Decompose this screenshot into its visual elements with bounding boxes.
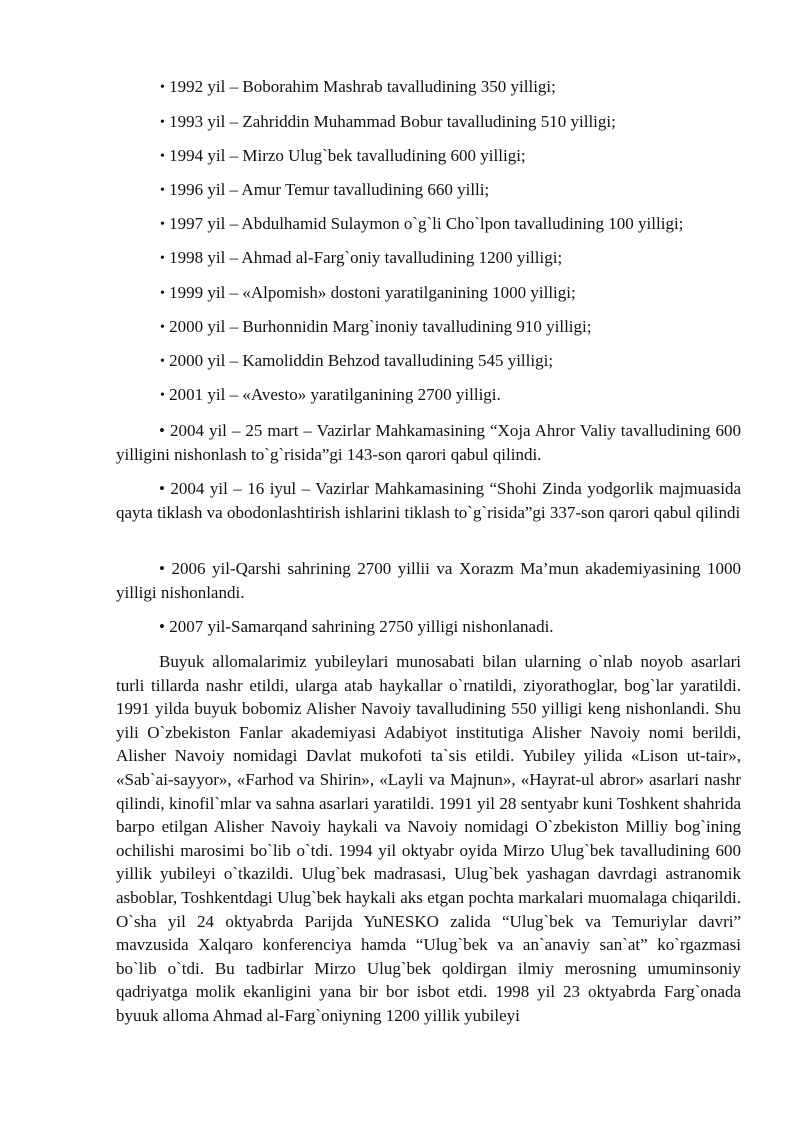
list-item-text: 1992 yil – Boborahim Mashrab tavalludining 350 yilligi; bbox=[169, 77, 556, 96]
body-paragraph bbox=[116, 650, 741, 1028]
list-item-text: 1996 yil – Amur Temur tavalludining 660 yilli; bbox=[169, 180, 490, 199]
list-item-text: 1999 yil – «Alpomish» dostoni yaratilganining 1000 yilligi; bbox=[169, 283, 576, 302]
list-item-text: 2004 yil – 25 mart – Vazirlar Mahkamasining “Xoja Ahror Valiy tavalludining 600 yilligini nishonlash to`g`risida”gi 143-son qarori qabul qilindi. bbox=[116, 421, 741, 464]
list-item-text: 2000 yil – Kamoliddin Behzod tavalludining 545 yilligi; bbox=[169, 351, 554, 370]
list-item bbox=[160, 77, 760, 99]
bullet-icon: • bbox=[160, 251, 165, 266]
list-item-text: 1993 yil – Zahriddin Muhammad Bobur tavalludining 510 yilligi; bbox=[169, 112, 616, 131]
list-item-text: 1997 yil – Abdulhamid Sulaymon o`g`li Cho`lpon tavalludining 100 yilligi; bbox=[169, 214, 684, 233]
bullet-icon: • bbox=[159, 421, 165, 440]
list-item bbox=[160, 248, 760, 270]
bullet-icon: • bbox=[160, 354, 165, 369]
list-item bbox=[116, 615, 741, 639]
bullet-icon: • bbox=[159, 479, 165, 498]
list-item bbox=[116, 477, 741, 524]
bullet-icon: • bbox=[160, 217, 165, 232]
list-item bbox=[160, 180, 760, 202]
list-item bbox=[160, 351, 760, 373]
bullet-icon: • bbox=[160, 80, 165, 95]
list-item-text: 2004 yil – 16 iyul – Vazirlar Mahkamasining “Shohi Zinda yodgorlik majmuasida qayta tiklash va obodonlashtirish ishlarini tiklash to`g`risida”gi 337-son qarori qabul qilindi bbox=[116, 479, 741, 522]
bullet-icon: • bbox=[160, 286, 165, 301]
list-item-text: 1994 yil – Mirzo Ulug`bek tavalludining 600 yilligi; bbox=[169, 146, 526, 165]
bullet-icon: • bbox=[160, 388, 165, 403]
list-item bbox=[160, 317, 760, 339]
list-item bbox=[116, 557, 741, 604]
bullet-icon: • bbox=[160, 149, 165, 164]
list-item bbox=[160, 385, 760, 407]
list-item bbox=[116, 419, 741, 466]
list-item-text: 2000 yil – Burhonnidin Marg`inoniy tavalludining 910 yilligi; bbox=[169, 317, 592, 336]
list-item-text: 2006 yil-Qarshi sahrining 2700 yillii va Xorazm Ma’mun akademiyasining 1000 yilligi nishonlandi. bbox=[116, 559, 741, 602]
bullet-icon: • bbox=[159, 559, 165, 578]
list-item-text: 2007 yil-Samarqand sahrining 2750 yilligi nishonlanadi. bbox=[169, 617, 554, 636]
list-item bbox=[160, 214, 760, 236]
list-item bbox=[160, 283, 760, 305]
bullet-icon: • bbox=[160, 115, 165, 130]
list-item-text: 1998 yil – Ahmad al-Farg`oniy tavalludining 1200 yilligi; bbox=[169, 248, 563, 267]
list-item bbox=[160, 112, 760, 134]
bullet-icon: • bbox=[160, 183, 165, 198]
list-item-text: 2001 yil – «Avesto» yaratilganining 2700 yilligi. bbox=[169, 385, 501, 404]
body-paragraph-text: Buyuk allomalarimiz yubileylari munosabati bilan ularning o`nlab noyob asarlari turli tillarda nashr etildi, ularga atab haykallar o`rnatildi, ziyorathoglar, bog`lar yaratildi. 1991 yilda buyuk bobomiz Alisher Navoiy tavalludining 550 yilligi keng nishonlandi. Shu yili O`zbekiston Fanlar akademiyasi Adabiyot institutiga Alisher Navoiy nomi berildi, Alisher Navoiy nomidagi Davlat mukofoti ta`sis etildi. Yubiley yilida «Lison ut-tair», «Sab`ai-sayyor», «Farhod va Shirin», «Layli va Majnun», «Hayrat-ul abror» asarlari nashr qilindi, kinofil`mlar va sahna asarlari yaratildi. 1991 yil 28 sentyabr kuni Toshkent shahrida barpo etilgan Alisher Navoiy haykali va Navoiy nomidagi O`zbekiston Milliy bog`ining ochilishi marosimi bo`lib o`tdi. 1994 yil oktyabr oyida Mirzo Ulug`bek tavalludining 600 yillik yubileyi o`tkazildi. Ulug`bek madrasasi, Ulug`bek yashagan davrdagi astranomik asboblar, Toshkentdagi Ulug`bek haykali aks etgan pochta markalari muomalaga chiqarildi. O`sha yil 24 oktyabrda Parijda YuNESKO zalida “Ulug`bek va Temuriylar davri” mavzusida Xalqaro konferenciya hamda “Ulug`bek va an`anaviy san`at” ko`rgazmasi bo`lib o`tdi. Bu tadbirlar Mirzo Ulug`bek qoldirgan ilmiy merosning umuminsoniy qadriyatga molik ekanligini yana bir bor isbot etdi. 1998 yil 23 oktyabrda Farg`onada byuuk alloma Ahmad al-Farg`oniyning 1200 yillik yubileyi bbox=[116, 652, 741, 1025]
bullet-icon: • bbox=[159, 617, 165, 636]
bullet-icon: • bbox=[160, 320, 165, 335]
list-item bbox=[160, 146, 760, 168]
